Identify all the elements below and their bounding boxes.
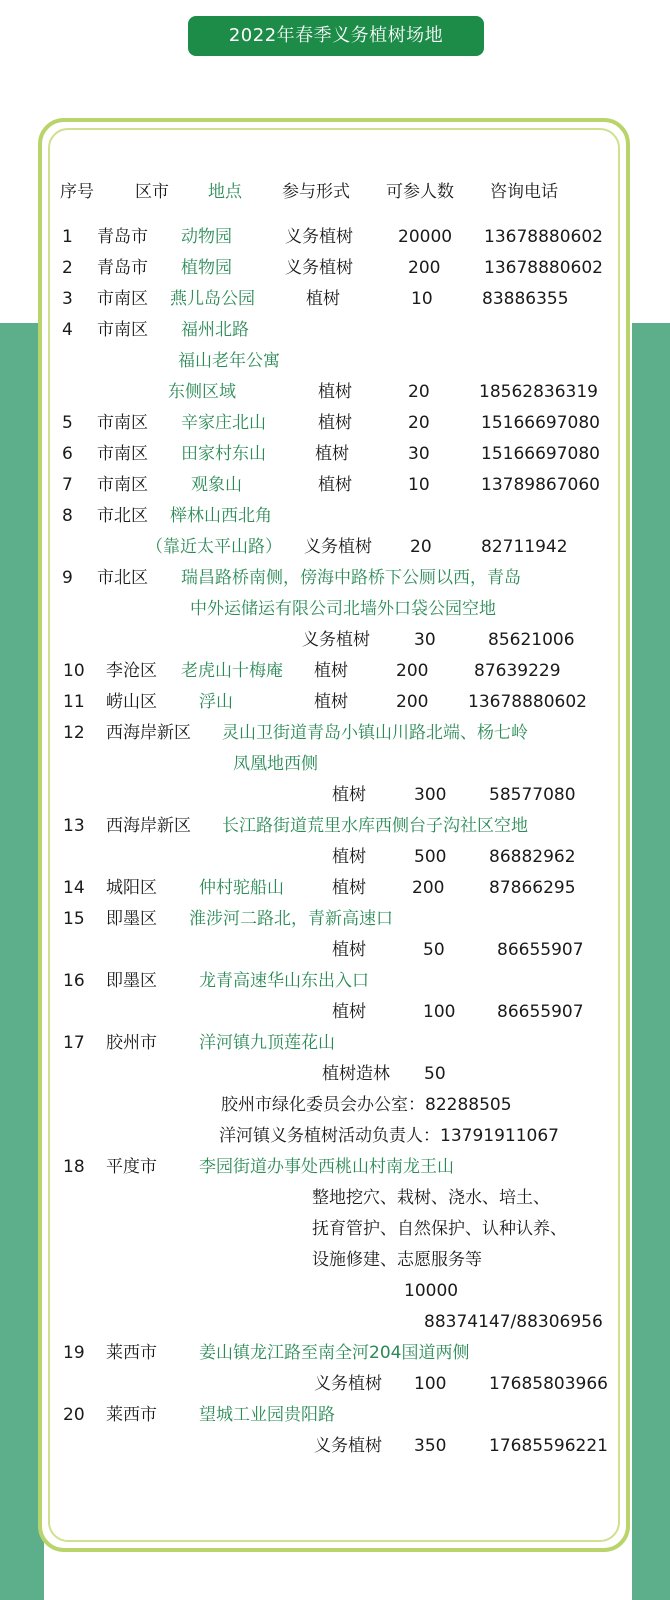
page-title: 2022年春季义务植树场地 bbox=[188, 16, 484, 56]
header-no: 序号 bbox=[60, 182, 94, 202]
row-phone: 87866295 bbox=[489, 878, 576, 898]
row-location: 田家村东山 bbox=[181, 444, 266, 464]
row-number: 3 bbox=[62, 289, 73, 309]
row-number: 20 bbox=[63, 1405, 85, 1425]
header-location: 地点 bbox=[208, 182, 242, 202]
row-location: 动物园 bbox=[181, 227, 232, 247]
row-form: 整地挖穴、栽树、浇水、培土、 bbox=[312, 1188, 550, 1208]
row-number: 4 bbox=[62, 320, 73, 340]
row-phone: 58577080 bbox=[489, 785, 576, 805]
row-form: 植树造林 bbox=[322, 1064, 390, 1084]
row-phone: 86655907 bbox=[497, 1002, 584, 1022]
row-form: 植树 bbox=[332, 847, 366, 867]
header-phone: 咨询电话 bbox=[490, 182, 558, 202]
row-location: 中外运储运有限公司北墙外口袋公园空地 bbox=[190, 599, 496, 619]
row-capacity: 200 bbox=[408, 258, 441, 278]
row-capacity: 300 bbox=[414, 785, 447, 805]
row-location: 仲村驼船山 bbox=[199, 878, 284, 898]
row-location: 李园街道办事处西桃山村南龙王山 bbox=[199, 1157, 454, 1177]
row-location: 淮涉河二路北，青新高速口 bbox=[189, 909, 393, 929]
row-phone: 13789867060 bbox=[481, 475, 600, 495]
row-phone: 87639229 bbox=[474, 661, 561, 681]
row-form: 义务植树 bbox=[302, 630, 370, 650]
row-capacity: 50 bbox=[424, 1064, 446, 1084]
row-location: 灵山卫街道青岛小镇山川路北端、杨七岭 bbox=[222, 723, 528, 743]
row-capacity: 200 bbox=[396, 692, 429, 712]
row-district: 平度市 bbox=[106, 1157, 157, 1177]
row-phone: 83886355 bbox=[482, 289, 569, 309]
row-district: 莱西市 bbox=[106, 1405, 157, 1425]
row-location: 凤凰地西侧 bbox=[233, 754, 318, 774]
row-district: 崂山区 bbox=[106, 692, 157, 712]
row-number: 12 bbox=[63, 723, 85, 743]
row-form: 植树 bbox=[332, 785, 366, 805]
row-phone: 85621006 bbox=[488, 630, 575, 650]
row-location: 老虎山十梅庵 bbox=[181, 661, 283, 681]
row-form: 植树 bbox=[318, 413, 352, 433]
row-phone: 86655907 bbox=[497, 940, 584, 960]
row-number: 1 bbox=[62, 227, 73, 247]
row-location: 望城工业园贵阳路 bbox=[199, 1405, 335, 1425]
header-form: 参与形式 bbox=[282, 182, 350, 202]
row-capacity: 100 bbox=[414, 1374, 447, 1394]
row-number: 17 bbox=[63, 1033, 85, 1053]
row-form: 植树 bbox=[332, 878, 366, 898]
row-location: 福州北路 bbox=[181, 320, 249, 340]
row-location: 福山老年公寓 bbox=[178, 351, 280, 371]
row-location: 浮山 bbox=[199, 692, 233, 712]
row-district: 市南区 bbox=[97, 413, 148, 433]
row-phone: 88374147/88306956 bbox=[424, 1312, 603, 1332]
row-district: 市南区 bbox=[97, 475, 148, 495]
row-form: 义务植树 bbox=[304, 537, 372, 557]
row-phone: 15166697080 bbox=[481, 444, 600, 464]
row-form: 植树 bbox=[318, 475, 352, 495]
row-district: 即墨区 bbox=[106, 971, 157, 991]
row-form: 设施修建、志愿服务等 bbox=[312, 1250, 482, 1270]
row-district: 青岛市 bbox=[97, 227, 148, 247]
row-capacity: 10 bbox=[408, 475, 430, 495]
row-location: 瑞昌路桥南侧，傍海中路桥下公厕以西，青岛 bbox=[181, 568, 521, 588]
row-location: 洋河镇九顶莲花山 bbox=[199, 1033, 335, 1053]
row-capacity: 200 bbox=[396, 661, 429, 681]
row-district: 莱西市 bbox=[106, 1343, 157, 1363]
row-location: 榉林山西北角 bbox=[170, 506, 272, 526]
row-capacity: 10 bbox=[411, 289, 433, 309]
row-district: 西海岸新区 bbox=[106, 816, 191, 836]
row-capacity: 20 bbox=[408, 382, 430, 402]
row-district: 城阳区 bbox=[106, 878, 157, 898]
row-number: 11 bbox=[63, 692, 85, 712]
row-form: 义务植树 bbox=[314, 1436, 382, 1456]
row-phone: 18562836319 bbox=[479, 382, 598, 402]
row-location: （靠近太平山路） bbox=[146, 537, 282, 557]
row-capacity: 50 bbox=[423, 940, 445, 960]
row-capacity: 200 bbox=[412, 878, 445, 898]
row-number: 8 bbox=[62, 506, 73, 526]
row-number: 7 bbox=[62, 475, 73, 495]
row-number: 5 bbox=[62, 413, 73, 433]
row-number: 15 bbox=[63, 909, 85, 929]
row-capacity: 30 bbox=[414, 630, 436, 650]
row-district: 西海岸新区 bbox=[106, 723, 191, 743]
row-location: 东侧区域 bbox=[168, 382, 236, 402]
table-header bbox=[0, 178, 670, 206]
row-location: 植物园 bbox=[181, 258, 232, 278]
row-phone: 13678880602 bbox=[484, 258, 603, 278]
header-capacity: 可参人数 bbox=[386, 182, 454, 202]
row-phone: 17685803966 bbox=[489, 1374, 608, 1394]
row-district: 市南区 bbox=[97, 444, 148, 464]
row-capacity: 20 bbox=[408, 413, 430, 433]
row-phone: 15166697080 bbox=[481, 413, 600, 433]
row-form: 抚育管护、自然保护、认种认养、 bbox=[312, 1219, 567, 1239]
row-phone: 13678880602 bbox=[484, 227, 603, 247]
row-district: 市南区 bbox=[97, 289, 148, 309]
row-form: 植树 bbox=[318, 382, 352, 402]
row-location: 辛家庄北山 bbox=[181, 413, 266, 433]
row-capacity: 350 bbox=[414, 1436, 447, 1456]
row-form: 义务植树 bbox=[285, 227, 353, 247]
row-form: 植树 bbox=[332, 1002, 366, 1022]
row-phone: 86882962 bbox=[489, 847, 576, 867]
row-district: 李沧区 bbox=[106, 661, 157, 681]
row-district: 市北区 bbox=[97, 568, 148, 588]
row-form: 植树 bbox=[314, 661, 348, 681]
row-capacity: 500 bbox=[414, 847, 447, 867]
row-number: 13 bbox=[63, 816, 85, 836]
row-number: 19 bbox=[63, 1343, 85, 1363]
row-number: 6 bbox=[62, 444, 73, 464]
row-district: 市北区 bbox=[97, 506, 148, 526]
row-number: 14 bbox=[63, 878, 85, 898]
row-form: 植树 bbox=[315, 444, 349, 464]
row-location: 长江路街道荒里水库西侧台子沟社区空地 bbox=[222, 816, 528, 836]
row-capacity: 10000 bbox=[404, 1281, 459, 1301]
row-number: 9 bbox=[62, 568, 73, 588]
row-location: 观象山 bbox=[191, 475, 242, 495]
row-phone: 胶州市绿化委员会办公室：82288505 bbox=[221, 1095, 512, 1115]
row-capacity: 20000 bbox=[398, 227, 453, 247]
right-green-band bbox=[632, 323, 670, 1600]
row-location: 燕儿岛公园 bbox=[170, 289, 255, 309]
row-location: 龙青高速华山东出入口 bbox=[199, 971, 369, 991]
row-location: 姜山镇龙江路至南全河204国道两侧 bbox=[199, 1343, 470, 1363]
row-capacity: 100 bbox=[423, 1002, 456, 1022]
row-district: 即墨区 bbox=[106, 909, 157, 929]
row-form: 义务植树 bbox=[285, 258, 353, 278]
row-number: 16 bbox=[63, 971, 85, 991]
row-number: 2 bbox=[62, 258, 73, 278]
row-district: 青岛市 bbox=[97, 258, 148, 278]
row-district: 胶州市 bbox=[106, 1033, 157, 1053]
header-district: 区市 bbox=[135, 182, 169, 202]
row-phone: 洋河镇义务植树活动负责人：13791911067 bbox=[219, 1126, 559, 1146]
row-form: 植树 bbox=[332, 940, 366, 960]
row-capacity: 20 bbox=[410, 537, 432, 557]
row-form: 植树 bbox=[314, 692, 348, 712]
row-phone: 82711942 bbox=[481, 537, 568, 557]
row-phone: 13678880602 bbox=[468, 692, 587, 712]
row-form: 植树 bbox=[306, 289, 340, 309]
row-form: 义务植树 bbox=[314, 1374, 382, 1394]
row-district: 市南区 bbox=[97, 320, 148, 340]
row-number: 10 bbox=[63, 661, 85, 681]
row-phone: 17685596221 bbox=[489, 1436, 608, 1456]
row-capacity: 30 bbox=[408, 444, 430, 464]
row-number: 18 bbox=[63, 1157, 85, 1177]
